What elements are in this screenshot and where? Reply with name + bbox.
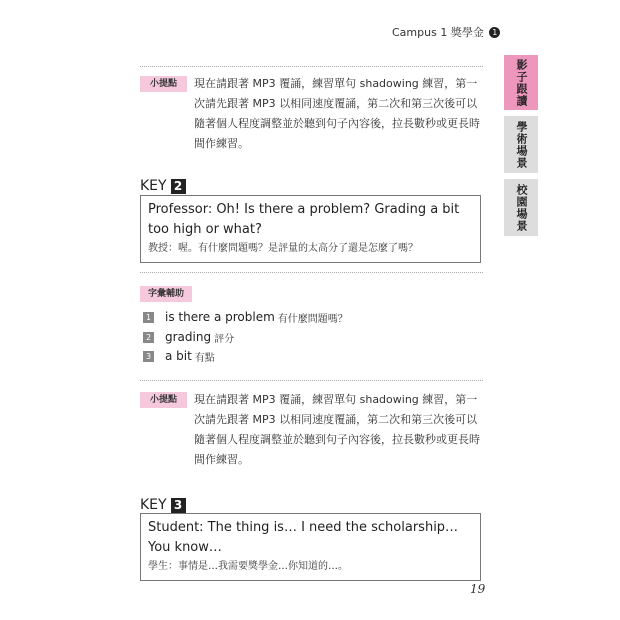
key-sentence-chinese: 教授：喔。有什麼問題嗎？是評量的太高分了還是怎麼了嗎？ bbox=[148, 243, 418, 254]
running-header bbox=[392, 24, 500, 40]
side-tab-academic[interactable] bbox=[504, 116, 538, 173]
side-tab-label: 影子跟讀 bbox=[515, 58, 528, 107]
vocab-term: is there a problem bbox=[165, 310, 275, 324]
vocab-number: 3 bbox=[143, 351, 154, 362]
vocab-item bbox=[143, 308, 348, 326]
key-sentence-english: Student: The thing is… I need the scholarship… You know… bbox=[148, 520, 459, 555]
tip-label: 小提點 bbox=[140, 76, 187, 92]
divider bbox=[140, 272, 483, 273]
key-number: 3 bbox=[171, 498, 186, 513]
divider bbox=[140, 380, 483, 381]
key-label-text: KEY bbox=[140, 497, 167, 513]
vocab-term: grading bbox=[165, 330, 212, 344]
vocab-meaning: 有什麼問題嗎？ bbox=[277, 313, 348, 325]
vocab-item bbox=[143, 328, 234, 346]
vocab-label: 字彙輔助 bbox=[140, 286, 192, 302]
key-sentence-box bbox=[140, 513, 481, 581]
key-label bbox=[140, 497, 186, 513]
vocab-meaning: 有點 bbox=[194, 352, 215, 364]
key-label bbox=[140, 178, 186, 194]
vocab-number: 2 bbox=[143, 332, 154, 343]
side-tab-label: 學術場景 bbox=[515, 120, 528, 169]
header-title: Campus 1 獎學金 bbox=[392, 26, 484, 39]
vocab-term: a bit bbox=[165, 349, 192, 363]
side-tab-campus[interactable] bbox=[504, 179, 538, 236]
chapter-number-badge: 1 bbox=[489, 27, 500, 38]
tip-label: 小提點 bbox=[140, 392, 187, 408]
side-tab-shadowing[interactable] bbox=[504, 55, 538, 110]
key-label-text: KEY bbox=[140, 178, 167, 194]
tip-text: 現在請跟著 MP3 覆誦，練習單句 shadowing 練習，第一次請先跟著 MP3 以相同速度覆誦，第二次和第三次後可以隨著個人程度調整並於聽到句子內容後，拉長數秒或更長時間作練習。 bbox=[194, 77, 480, 150]
key-sentence-english: Professor: Oh! Is there a problem? Grading a bit too high or what? bbox=[148, 202, 460, 237]
vocab-meaning: 評分 bbox=[214, 333, 235, 345]
vocab-item bbox=[143, 347, 215, 365]
key-sentence-chinese: 學生：事情是…我需要獎學金…你知道的…。 bbox=[148, 561, 348, 572]
page-number: 19 bbox=[470, 582, 486, 596]
tip-text: 現在請跟著 MP3 覆誦，練習單句 shadowing 練習，第一次請先跟著 MP3 以相同速度覆誦，第二次和第三次後可以隨著個人程度調整並於聽到句子內容後，拉長數秒或更長時間作練習。 bbox=[194, 393, 480, 466]
divider bbox=[140, 66, 483, 67]
key-number: 2 bbox=[171, 179, 186, 194]
vocab-number: 1 bbox=[143, 312, 154, 323]
key-sentence-box bbox=[140, 195, 481, 263]
side-tab-label: 校園場景 bbox=[515, 183, 528, 232]
